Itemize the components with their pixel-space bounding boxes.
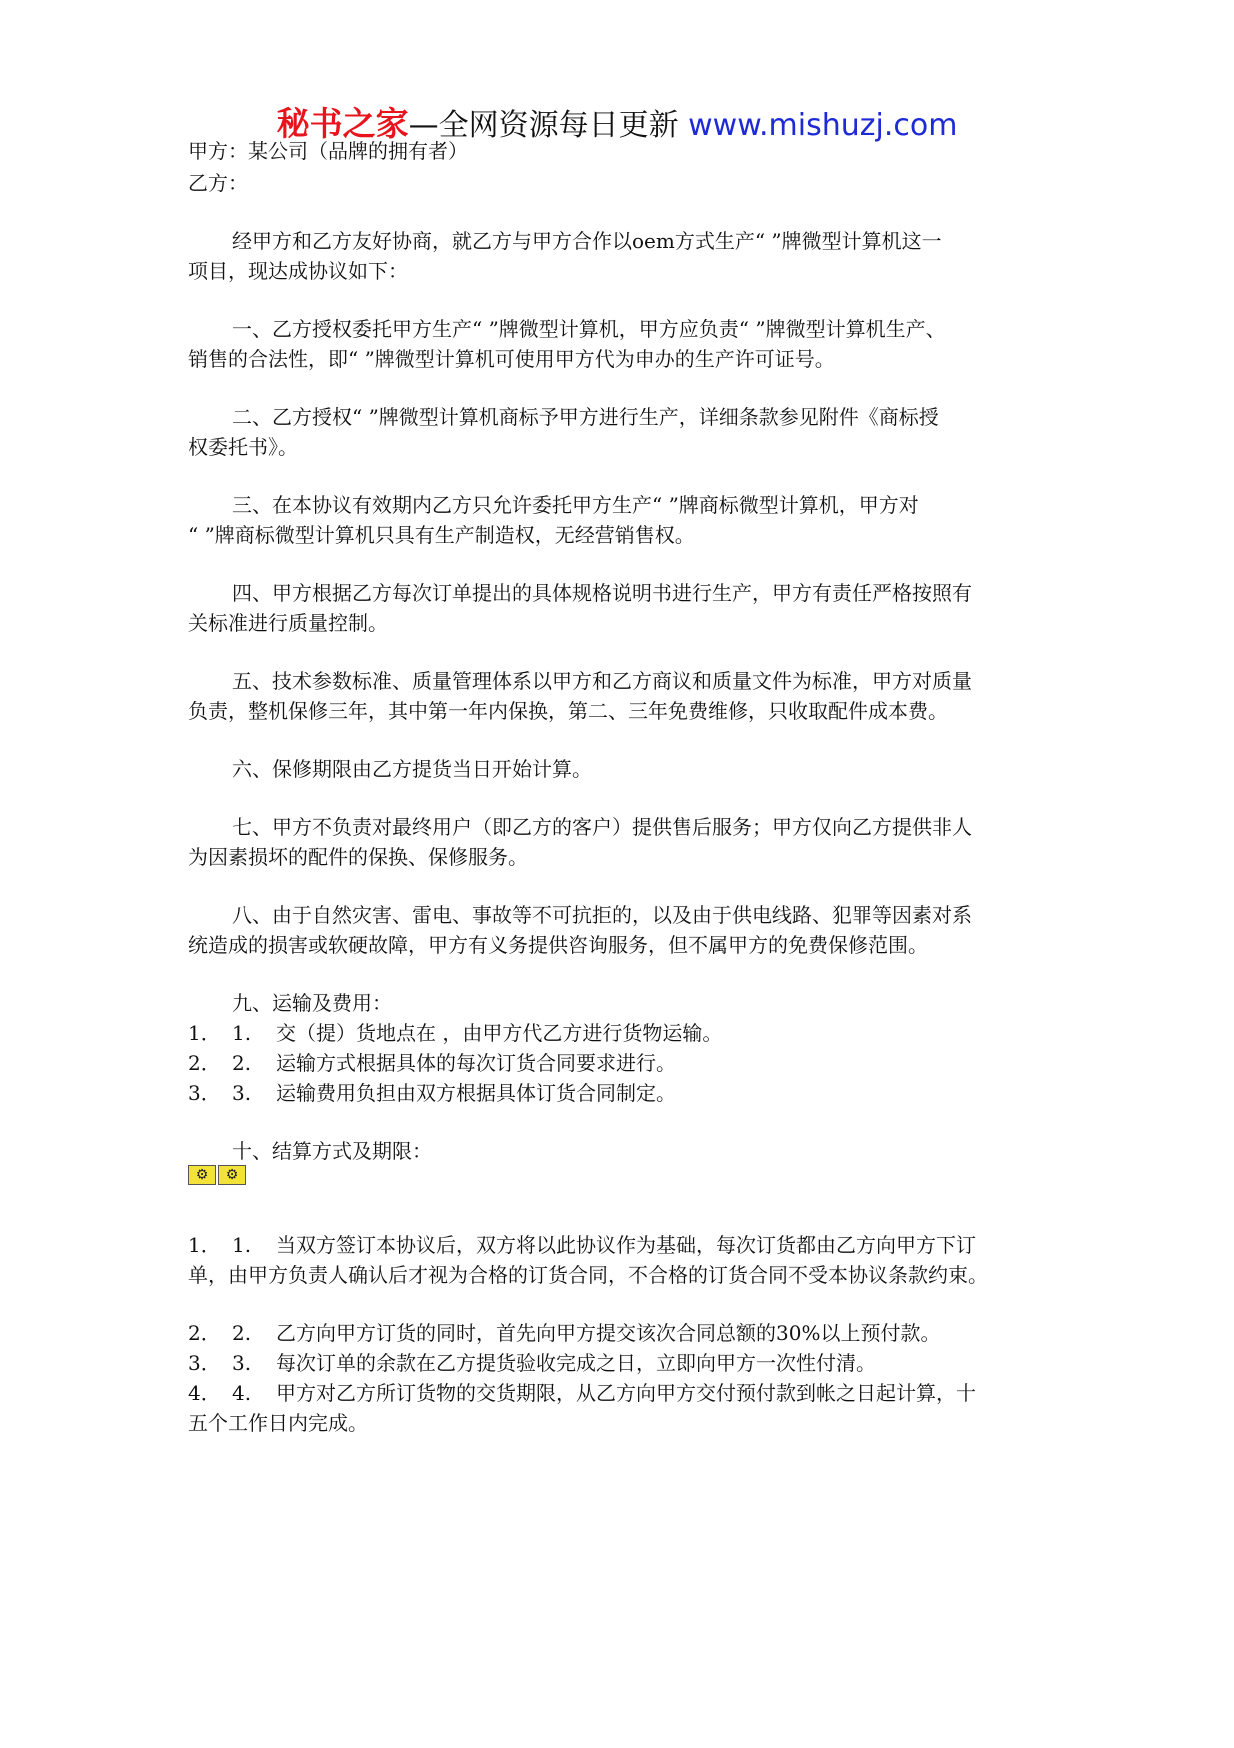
clause4-line-1: 四、甲方根据乙方每次订单提出的具体规格说明书进行生产，甲方有责任严格按照有 <box>232 581 972 605</box>
list-text: 甲方对乙方所订货物的交货期限，从乙方向甲方交付预付款到帐之日起计算，十 <box>276 1381 976 1405</box>
list-subnumber: 3. <box>232 1081 252 1105</box>
clause6-line: 六、保修期限由乙方提货当日开始计算。 <box>232 757 592 781</box>
site-header <box>0 104 1234 146</box>
list-text: 当双方签订本协议后，双方将以此协议作为基础，每次订货都由乙方向甲方下订 <box>276 1233 976 1257</box>
clause7-line-1: 七、甲方不负责对最终用户（即乙方的客户）提供售后服务；甲方仅向乙方提供非人 <box>232 815 972 839</box>
list-item <box>188 1081 676 1105</box>
list-text: 每次订单的余款在乙方提货验收完成之日，立即向甲方一次性付清。 <box>276 1351 876 1375</box>
list-number: 1． <box>188 1233 221 1257</box>
list-text: 运输方式根据具体的每次订货合同要求进行。 <box>276 1051 676 1075</box>
list-subnumber: 4. <box>232 1381 252 1405</box>
party-a: 甲方：某公司（品牌的拥有者） <box>188 139 468 163</box>
clause7-line-2: 为因素损坏的配件的保换、保修服务。 <box>188 845 528 869</box>
embedded-object-icons <box>188 1165 246 1185</box>
list-number: 3． <box>188 1081 221 1105</box>
list-item <box>188 1051 676 1075</box>
list-number: 4． <box>188 1381 221 1405</box>
list-item <box>188 1381 976 1405</box>
list-number: 1． <box>188 1021 221 1045</box>
list-subnumber: 1. <box>232 1021 252 1045</box>
intro-line-2: 项目，现达成协议如下： <box>188 259 408 283</box>
list-subnumber: 1. <box>232 1233 252 1257</box>
party-b: 乙方： <box>188 171 248 195</box>
clause5-line-2: 负责，整机保修三年，其中第一年内保换，第二、三年免费维修，只收取配件成本费。 <box>188 699 948 723</box>
site-url-link[interactable]: www.mishuzj.com <box>688 108 958 143</box>
list-subnumber: 2. <box>232 1321 252 1345</box>
list-text: 乙方向甲方订货的同时，首先向甲方提交该次合同总额的30%以上预付款。 <box>276 1321 941 1345</box>
list-item <box>188 1233 976 1257</box>
clause8-line-2: 统造成的损害或软硬故障，甲方有义务提供咨询服务，但不属甲方的免费保修范围。 <box>188 933 928 957</box>
list-subnumber: 3. <box>232 1351 252 1375</box>
clause1-line-1: 一、乙方授权委托甲方生产“ ”牌微型计算机，甲方应负责“ ”牌微型计算机生产、 <box>232 317 946 341</box>
list-text: 运输费用负担由双方根据具体订货合同制定。 <box>276 1081 676 1105</box>
clause9-title: 九、运输及费用： <box>232 991 392 1015</box>
clause1-line-2: 销售的合法性，即“ ”牌微型计算机可使用甲方代为申办的生产许可证号。 <box>188 347 835 371</box>
list-number: 2． <box>188 1051 221 1075</box>
list-item <box>188 1351 876 1375</box>
clause5-line-1: 五、技术参数标准、质量管理体系以甲方和乙方商议和质量文件为标准，甲方对质量 <box>232 669 972 693</box>
list-item <box>188 1321 940 1345</box>
clause10-title: 十、结算方式及期限： <box>232 1139 432 1163</box>
embedded-object-icon[interactable]: ⚙ <box>218 1165 246 1185</box>
intro-line-1: 经甲方和乙方友好协商，就乙方与甲方合作以oem方式生产“ ”牌微型计算机这一 <box>232 229 942 253</box>
list-item <box>188 1021 722 1045</box>
embedded-object-icon[interactable]: ⚙ <box>188 1165 216 1185</box>
list-number: 2． <box>188 1321 221 1345</box>
clause2-line-2: 权委托书》。 <box>188 435 298 459</box>
clause8-line-1: 八、由于自然灾害、雷电、事故等不可抗拒的，以及由于供电线路、犯罪等因素对系 <box>232 903 972 927</box>
clause3-line-2: “ ”牌商标微型计算机只具有生产制造权，无经营销售权。 <box>188 523 695 547</box>
brand-name: 秘书之家 <box>276 104 409 143</box>
list-text: 交（提）货地点在 ，由甲方代乙方进行货物运输。 <box>276 1021 723 1045</box>
header-tagline: —全网资源每日更新 <box>408 108 679 143</box>
list-item-continued: 单，由甲方负责人确认后才视为合格的订货合同，不合格的订货合同不受本协议条款约束。 <box>188 1263 988 1287</box>
clause4-line-2: 关标准进行质量控制。 <box>188 611 388 635</box>
clause3-line-1: 三、在本协议有效期内乙方只允许委托甲方生产“ ”牌商标微型计算机，甲方对 <box>232 493 919 517</box>
list-item-continued: 五个工作日内完成。 <box>188 1411 368 1435</box>
list-subnumber: 2. <box>232 1051 252 1075</box>
clause2-line-1: 二、乙方授权“ ”牌微型计算机商标予甲方进行生产，详细条款参见附件《商标授 <box>232 405 939 429</box>
list-number: 3． <box>188 1351 221 1375</box>
